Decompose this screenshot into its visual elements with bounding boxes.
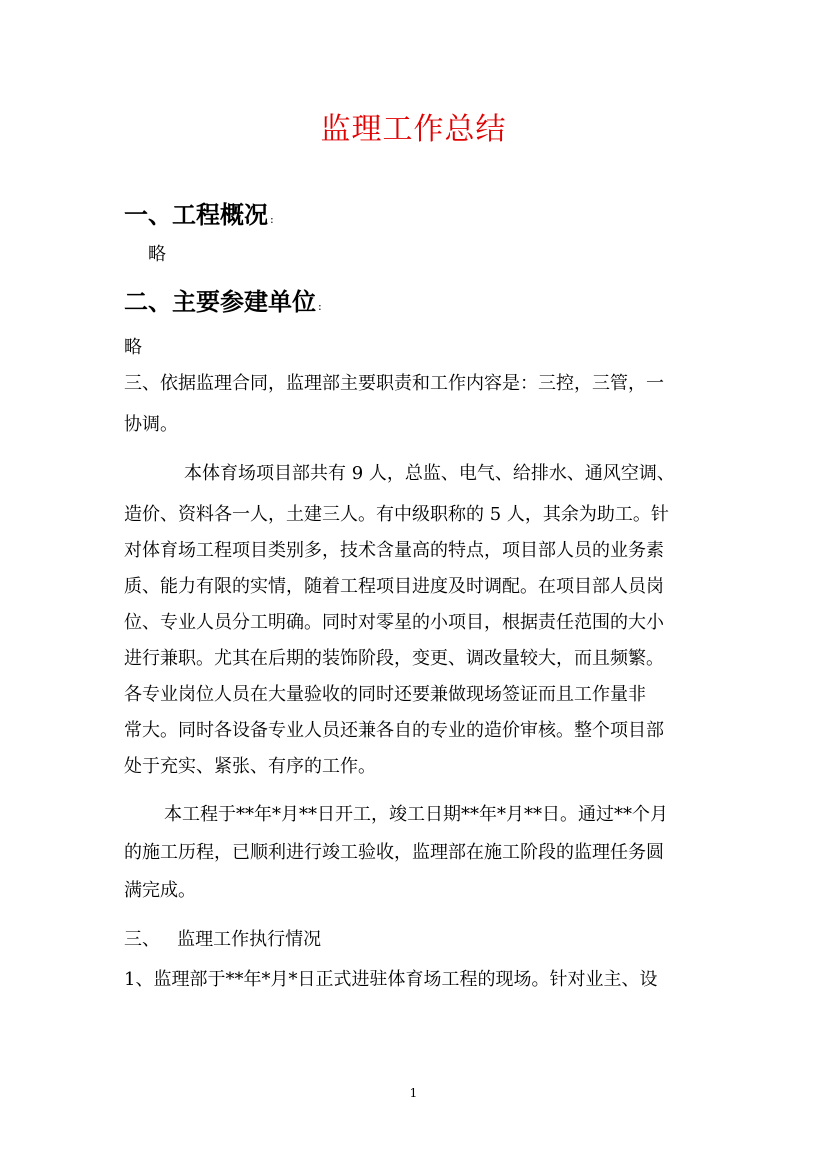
page-title: 监理工作总结 bbox=[320, 112, 507, 147]
section-heading-text: 二、主要参建单位 bbox=[124, 287, 316, 316]
paragraph-line: 对体育场工程项目类别多，技术含量高的特点，项目部人员的业务素 bbox=[124, 540, 664, 561]
paragraph-line: 满完成。 bbox=[124, 880, 196, 901]
paragraph-line: 各专业岗位人员在大量验收的同时还要兼做现场签证而且工作量非 bbox=[124, 684, 646, 705]
section-heading-supervision-execution: 三、 监理工作执行情况 bbox=[124, 929, 322, 950]
paragraph-line: 位、专业人员分工明确。同时对零星的小项目，根据责任范围的大小 bbox=[124, 612, 664, 633]
heading-colon: : bbox=[318, 300, 322, 313]
heading-colon: : bbox=[270, 213, 274, 226]
section-content: 略 bbox=[124, 337, 142, 358]
paragraph-line: 造价、资料各一人，土建三人。有中级职称的 5 人，其余为助工。针 bbox=[124, 504, 669, 525]
paragraph-line: 三、依据监理合同，监理部主要职责和工作内容是：三控，三管，一 bbox=[124, 373, 664, 394]
section-heading-text: 一、工程概况 bbox=[124, 200, 268, 229]
paragraph-line: 本工程于**年*月**日开工，竣工日期**年*月**日。通过**个月 bbox=[164, 804, 668, 825]
paragraph-line: 的施工历程，已顺利进行竣工验收，监理部在施工阶段的监理任务圆 bbox=[124, 842, 664, 863]
section-content: 略 bbox=[148, 244, 166, 265]
paragraph-line: 常大。同时各设备专业人员还兼各自的专业的造价审核。整个项目部 bbox=[124, 720, 664, 741]
paragraph-line: 处于充实、紧张、有序的工作。 bbox=[124, 756, 376, 777]
page-number: 1 bbox=[409, 1086, 418, 1100]
paragraph-line: 1、监理部于**年*月*日正式进驻体育场工程的现场。针对业主、设 bbox=[124, 969, 658, 990]
section-heading-participants bbox=[124, 282, 322, 317]
section-heading-project-overview bbox=[124, 195, 274, 230]
paragraph-line: 本体育场项目部共有 9 人，总监、电气、给排水、通风空调、 bbox=[184, 463, 675, 484]
paragraph-line: 进行兼职。尤其在后期的装饰阶段，变更、调改量较大，而且频繁。 bbox=[124, 648, 664, 669]
paragraph-line: 质、能力有限的实情，随着工程项目进度及时调配。在项目部人员岗 bbox=[124, 576, 664, 597]
paragraph-line: 协调。 bbox=[124, 414, 178, 435]
